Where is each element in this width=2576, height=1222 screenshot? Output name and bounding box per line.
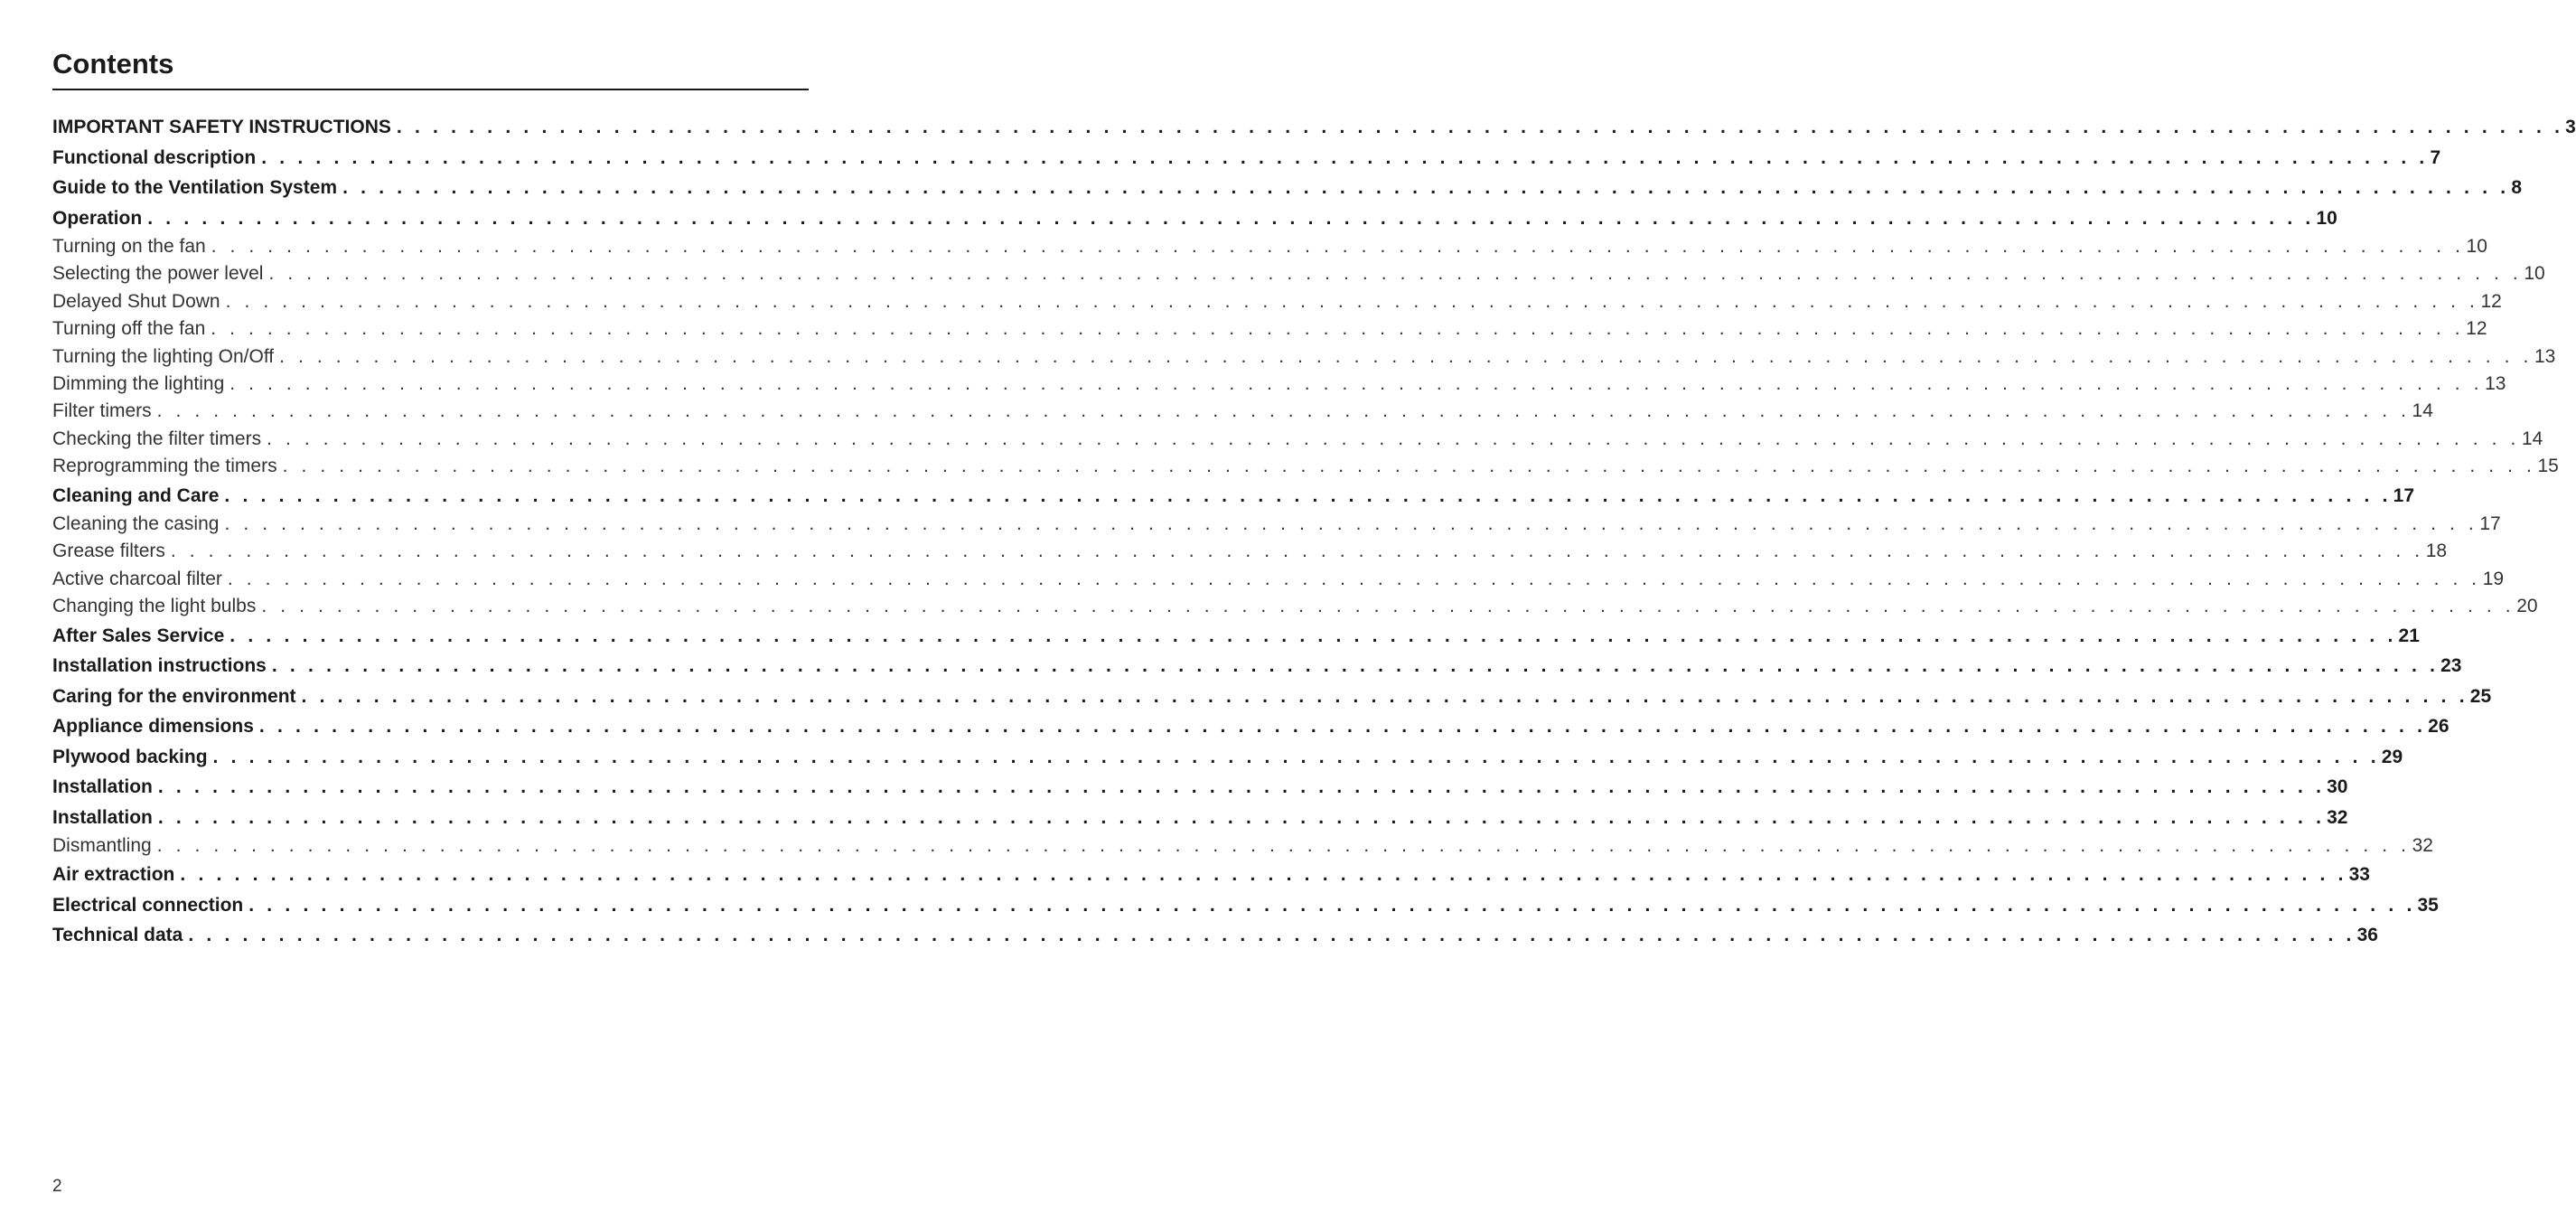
toc-entry-page: 33: [2348, 864, 2370, 886]
toc-subentry[interactable]: [52, 343, 2556, 371]
dot-leader: . . . . . . . . . . . . . . . . . . . . . . . . . . . . . . . . . . . . . . . . . . . . . . . . . . . . . . . . . . . . . . . . . . . . . . . . . . . . . . . . . . . . . . . . . . . . . . . . . . . . . . . . . . . . . . . . . . . . . . . .: [267, 428, 2520, 449]
toc-entry-page: 8: [2511, 177, 2522, 198]
toc-entry-label: Checking the filter timers: [52, 428, 262, 449]
toc-entry-label: Electrical connection: [52, 894, 244, 916]
toc-entry-label: Delayed Shut Down: [52, 290, 220, 312]
toc-entry-label: Grease filters: [52, 540, 165, 562]
toc-entry-page: 7: [2430, 146, 2441, 168]
toc-entry-label: Appliance dimensions: [52, 716, 254, 738]
toc-subentry[interactable]: [52, 371, 2506, 398]
dot-leader: . . . . . . . . . . . . . . . . . . . . . . . . . . . . . . . . . . . . . . . . . . . . . . . . . . . . . . . . . . . . . . . . . . . . . . . . . . . . . . . . . . . . . . . . . . . . . . . . . . . . . . . . . . . . . . . . . . . . . . . .: [212, 746, 2380, 767]
dot-leader: . . . . . . . . . . . . . . . . . . . . . . . . . . . . . . . . . . . . . . . . . . . . . . . . . . . . . . . . . . . . . . . . . . . . . . . . . . . . . . . . . . . . . . . . . . . . . . . . . . . . . . . . . . . . . . . . . . . . . . . .: [396, 117, 2564, 137]
toc-entry-label: Cleaning the casing: [52, 513, 220, 534]
dot-leader: . . . . . . . . . . . . . . . . . . . . . . . . . . . . . . . . . . . . . . . . . . . . . . . . . . . . . . . . . . . . . . . . . . . . . . . . . . . . . . . . . . . . . . . . . . . . . . . . . . . . . . . . . . . . . . . . . . . . . . . .: [156, 835, 2411, 857]
toc-subentry[interactable]: [52, 593, 2538, 620]
toc-entry[interactable]: [52, 742, 2403, 773]
table-of-contents: [52, 112, 2576, 951]
toc-subentry[interactable]: [52, 398, 2433, 425]
toc-entry-page: 30: [2327, 776, 2348, 798]
toc-entry-page: 15: [2537, 456, 2559, 477]
toc-entry-label: Functional description: [52, 146, 257, 168]
toc-entry[interactable]: [52, 621, 2420, 652]
toc-entry-page: 36: [2356, 925, 2378, 946]
toc-entry-page: 14: [2412, 400, 2433, 422]
dot-leader: . . . . . . . . . . . . . . . . . . . . . . . . . . . . . . . . . . . . . . . . . . . . . . . . . . . . . . . . . . . . . . . . . . . . . . . . . . . . . . . . . . . . . . . . . . . . . . . . . . . . . . . . . . . . . . . . . . . . . . . .: [248, 894, 2416, 916]
toc-entry-page: 20: [2516, 596, 2538, 617]
toc-subentry[interactable]: [52, 288, 2502, 315]
toc-entry-page: 12: [2480, 290, 2502, 312]
toc-entry[interactable]: [52, 772, 2348, 803]
dot-leader: . . . . . . . . . . . . . . . . . . . . . . . . . . . . . . . . . . . . . . . . . . . . . . . . . . . . . . . . . . . . . . . . . . . . . . . . . . . . . . . . . . . . . . . . . . . . . . . . . . . . . . . . . . . . . . . . . . . . . . . .: [271, 655, 2440, 677]
toc-entry-label: Turning on the fan: [52, 235, 206, 257]
toc-entry[interactable]: [52, 481, 2414, 512]
toc-entry-page: 35: [2417, 894, 2439, 916]
dot-leader: . . . . . . . . . . . . . . . . . . . . . . . . . . . . . . . . . . . . . . . . . . . . . . . . . . . . . . . . . . . . . . . . . . . . . . . . . . . . . . . . . . . . . . . . . . . . . . . . . . . . . . . . . . . . . . . . . . . . . . . .: [282, 456, 2536, 477]
toc-entry-label: Filter timers: [52, 400, 152, 422]
toc-entry-label: Installation: [52, 806, 153, 828]
toc-entry-page: 10: [2524, 263, 2545, 285]
toc-entry-page: 14: [2521, 428, 2543, 449]
dot-leader: . . . . . . . . . . . . . . . . . . . . . . . . . . . . . . . . . . . . . . . . . . . . . . . . . . . . . . . . . . . . . . . . . . . . . . . . . . . . . . . . . . . . . . . . . . . . . . . . . . . . . . . . . . . . . . . . . . . . . . . .: [301, 685, 2468, 707]
toc-entry[interactable]: [52, 890, 2439, 921]
dot-leader: . . . . . . . . . . . . . . . . . . . . . . . . . . . . . . . . . . . . . . . . . . . . . . . . . . . . . . . . . . . . . . . . . . . . . . . . . . . . . . . . . . . . . . . . . . . . . . . . . . . . . . . . . . . . . . . . . . . . . . . .: [224, 484, 2392, 506]
dot-leader: . . . . . . . . . . . . . . . . . . . . . . . . . . . . . . . . . . . . . . . . . . . . . . . . . . . . . . . . . . . . . . . . . . . . . . . . . . . . . . . . . . . . . . . . . . . . . . . . . . . . . . . . . . . . . . . . . . . . . . . .: [225, 290, 2479, 312]
dot-leader: . . . . . . . . . . . . . . . . . . . . . . . . . . . . . . . . . . . . . . . . . . . . . . . . . . . . . . . . . . . . . . . . . . . . . . . . . . . . . . . . . . . . . . . . . . . . . . . . . . . . . . . . . . . . . . . . . . . . . . . .: [229, 625, 2397, 646]
toc-entry-label: IMPORTANT SAFETY INSTRUCTIONS: [52, 117, 391, 137]
toc-subentry[interactable]: [52, 566, 2505, 593]
toc-subentry[interactable]: [52, 511, 2501, 538]
dot-leader: . . . . . . . . . . . . . . . . . . . . . . . . . . . . . . . . . . . . . . . . . . . . . . . . . . . . . . . . . . . . . . . . . . . . . . . . . . . . . . . . . . . . . . . . . . . . . . . . . . . . . . . . . . . . . . . . . . . . . . . .: [211, 235, 2465, 257]
toc-entry[interactable]: [52, 651, 2462, 682]
toc-entry-label: Changing the light bulbs: [52, 596, 257, 617]
toc-subentry[interactable]: [52, 538, 2448, 565]
dot-leader: . . . . . . . . . . . . . . . . . . . . . . . . . . . . . . . . . . . . . . . . . . . . . . . . . . . . . . . . . . . . . . . . . . . . . . . . . . . . . . . . . . . . . . . . . . . . . . . . . . . . . . . . . . . . . . . . . . . . . . . .: [258, 716, 2427, 738]
toc-entry-label: Technical data: [52, 925, 183, 946]
dot-leader: . . . . . . . . . . . . . . . . . . . . . . . . . . . . . . . . . . . . . . . . . . . . . . . . . . . . . . . . . . . . . . . . . . . . . . . . . . . . . . . . . . . . . . . . . . . . . . . . . . . . . . . . . . . . . . . . . . . . . . . .: [157, 806, 2326, 828]
toc-entry[interactable]: [52, 860, 2370, 890]
toc-entry-label: Installation: [52, 776, 153, 798]
toc-entry-label: Active charcoal filter: [52, 568, 222, 589]
toc-entry-page: 3: [2565, 117, 2576, 137]
toc-entry-page: 32: [2412, 835, 2433, 857]
toc-entry[interactable]: [52, 711, 2450, 742]
dot-leader: . . . . . . . . . . . . . . . . . . . . . . . . . . . . . . . . . . . . . . . . . . . . . . . . . . . . . . . . . . . . . . . . . . . . . . . . . . . . . . . . . . . . . . . . . . . . . . . . . . . . . . . . . . . . . . . . . . . . . . . .: [261, 596, 2515, 617]
dot-leader: . . . . . . . . . . . . . . . . . . . . . . . . . . . . . . . . . . . . . . . . . . . . . . . . . . . . . . . . . . . . . . . . . . . . . . . . . . . . . . . . . . . . . . . . . . . . . . . . . . . . . . . . . . . . . . . . . . . . . . . .: [170, 540, 2424, 562]
toc-subentry[interactable]: [52, 315, 2487, 343]
toc-entry-page: 13: [2485, 372, 2506, 394]
toc-entry[interactable]: [52, 143, 2441, 174]
toc-entry-page: 12: [2466, 318, 2487, 340]
toc-entry[interactable]: [52, 173, 2522, 203]
dot-leader: . . . . . . . . . . . . . . . . . . . . . . . . . . . . . . . . . . . . . . . . . . . . . . . . . . . . . . . . . . . . . . . . . . . . . . . . . . . . . . . . . . . . . . . . . . . . . . . . . . . . . . . . . . . . . . . . . . . . . . . .: [227, 568, 2481, 589]
dot-leader: . . . . . . . . . . . . . . . . . . . . . . . . . . . . . . . . . . . . . . . . . . . . . . . . . . . . . . . . . . . . . . . . . . . . . . . . . . . . . . . . . . . . . . . . . . . . . . . . . . . . . . . . . . . . . . . . . . . . . . . .: [224, 513, 2478, 534]
dot-leader: . . . . . . . . . . . . . . . . . . . . . . . . . . . . . . . . . . . . . . . . . . . . . . . . . . . . . . . . . . . . . . . . . . . . . . . . . . . . . . . . . . . . . . . . . . . . . . . . . . . . . . . . . . . . . . . . . . . . . . . .: [211, 318, 2465, 340]
toc-entry[interactable]: [52, 803, 2348, 833]
toc-subentry[interactable]: [52, 426, 2543, 453]
toc-entry[interactable]: [52, 112, 2576, 143]
toc-entry-page: 29: [2381, 746, 2403, 767]
dot-leader: . . . . . . . . . . . . . . . . . . . . . . . . . . . . . . . . . . . . . . . . . . . . . . . . . . . . . . . . . . . . . . . . . . . . . . . . . . . . . . . . . . . . . . . . . . . . . . . . . . . . . . . . . . . . . . . . . . . . . . . .: [342, 177, 2510, 198]
toc-entry-page: 32: [2327, 806, 2348, 828]
toc-entry-label: Dismantling: [52, 835, 152, 857]
dot-leader: . . . . . . . . . . . . . . . . . . . . . . . . . . . . . . . . . . . . . . . . . . . . . . . . . . . . . . . . . . . . . . . . . . . . . . . . . . . . . . . . . . . . . . . . . . . . . . . . . . . . . . . . . . . . . . . . . . . . . . . .: [188, 925, 2356, 946]
toc-entry-page: 21: [2398, 625, 2420, 646]
toc-entry-page: 17: [2479, 513, 2501, 534]
toc-entry-page: 10: [2466, 235, 2487, 257]
toc-entry-page: 13: [2534, 345, 2556, 367]
toc-subentry[interactable]: [52, 260, 2545, 287]
dot-leader: . . . . . . . . . . . . . . . . . . . . . . . . . . . . . . . . . . . . . . . . . . . . . . . . . . . . . . . . . . . . . . . . . . . . . . . . . . . . . . . . . . . . . . . . . . . . . . . . . . . . . . . . . . . . . . . . . . . . . . . .: [261, 146, 2429, 168]
title-divider: [52, 89, 809, 90]
toc-entry-label: Caring for the environment: [52, 685, 296, 707]
toc-entry-label: After Sales Service: [52, 625, 225, 646]
toc-entry-page: 23: [2440, 655, 2462, 677]
toc-entry-page: 18: [2425, 540, 2448, 562]
toc-entry-label: Turning off the fan: [52, 318, 206, 340]
toc-entry-label: Installation instructions: [52, 655, 267, 677]
dot-leader: . . . . . . . . . . . . . . . . . . . . . . . . . . . . . . . . . . . . . . . . . . . . . . . . . . . . . . . . . . . . . . . . . . . . . . . . . . . . . . . . . . . . . . . . . . . . . . . . . . . . . . . . . . . . . . . . . . . . . . . .: [229, 372, 2484, 394]
toc-entry-page: 19: [2482, 568, 2505, 589]
toc-subentry[interactable]: [52, 453, 2559, 480]
toc-entry-page: 10: [2316, 207, 2337, 229]
dot-leader: . . . . . . . . . . . . . . . . . . . . . . . . . . . . . . . . . . . . . . . . . . . . . . . . . . . . . . . . . . . . . . . . . . . . . . . . . . . . . . . . . . . . . . . . . . . . . . . . . . . . . . . . . . . . . . . . . . . . . . . .: [180, 864, 2347, 886]
dot-leader: . . . . . . . . . . . . . . . . . . . . . . . . . . . . . . . . . . . . . . . . . . . . . . . . . . . . . . . . . . . . . . . . . . . . . . . . . . . . . . . . . . . . . . . . . . . . . . . . . . . . . . . . . . . . . . . . . . . . . . . .: [147, 207, 2315, 229]
toc-entry-label: Cleaning and Care: [52, 484, 220, 506]
page-title: Contents: [52, 48, 174, 80]
toc-entry[interactable]: [52, 682, 2492, 712]
toc-entry-label: Reprogramming the timers: [52, 456, 277, 477]
page-number: 2: [52, 1177, 62, 1196]
dot-leader: . . . . . . . . . . . . . . . . . . . . . . . . . . . . . . . . . . . . . . . . . . . . . . . . . . . . . . . . . . . . . . . . . . . . . . . . . . . . . . . . . . . . . . . . . . . . . . . . . . . . . . . . . . . . . . . . . . . . . . . .: [156, 400, 2411, 422]
toc-entry-label: Air extraction: [52, 864, 175, 886]
dot-leader: . . . . . . . . . . . . . . . . . . . . . . . . . . . . . . . . . . . . . . . . . . . . . . . . . . . . . . . . . . . . . . . . . . . . . . . . . . . . . . . . . . . . . . . . . . . . . . . . . . . . . . . . . . . . . . . . . . . . . . . .: [268, 263, 2523, 285]
toc-entry-page: 25: [2469, 685, 2492, 707]
toc-entry-label: Turning the lighting On/Off: [52, 345, 275, 367]
dot-leader: . . . . . . . . . . . . . . . . . . . . . . . . . . . . . . . . . . . . . . . . . . . . . . . . . . . . . . . . . . . . . . . . . . . . . . . . . . . . . . . . . . . . . . . . . . . . . . . . . . . . . . . . . . . . . . . . . . . . . . . .: [157, 776, 2326, 798]
toc-entry[interactable]: [52, 203, 2337, 234]
toc-entry-page: 17: [2393, 484, 2414, 506]
toc-entry-page: 26: [2428, 716, 2450, 738]
toc-entry-label: Dimming the lighting: [52, 372, 225, 394]
toc-subentry[interactable]: [52, 832, 2433, 860]
toc-entry[interactable]: [52, 920, 2378, 951]
toc-entry-label: Selecting the power level: [52, 263, 264, 285]
dot-leader: . . . . . . . . . . . . . . . . . . . . . . . . . . . . . . . . . . . . . . . . . . . . . . . . . . . . . . . . . . . . . . . . . . . . . . . . . . . . . . . . . . . . . . . . . . . . . . . . . . . . . . . . . . . . . . . . . . . . . . . .: [279, 345, 2533, 367]
toc-entry-label: Operation: [52, 207, 143, 229]
toc-entry-label: Plywood backing: [52, 746, 208, 767]
toc-subentry[interactable]: [52, 233, 2487, 260]
toc-entry-label: Guide to the Ventilation System: [52, 177, 338, 198]
